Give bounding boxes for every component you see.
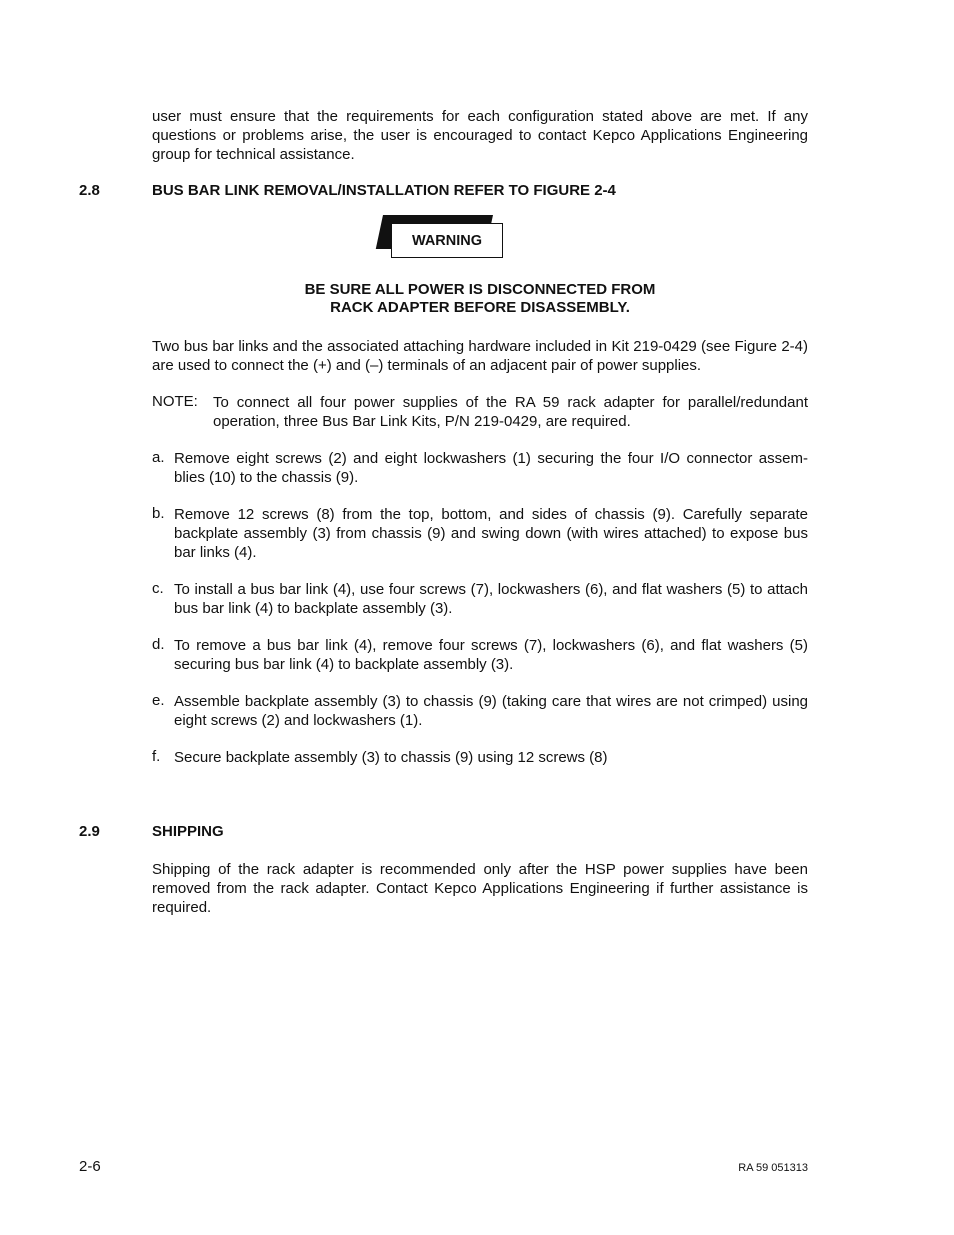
step-label: a. (152, 449, 165, 466)
warning-label: WARNING (391, 223, 503, 258)
section-title: SHIPPING (152, 823, 224, 840)
page-number: 2-6 (79, 1158, 101, 1175)
note-label: NOTE: (152, 393, 198, 410)
section-number: 2.9 (79, 823, 100, 840)
warning-message (152, 281, 808, 317)
step-text: Secure backplate assembly (3) to chassis (9) using 12 screws (8) (174, 749, 608, 766)
warning-line: RACK ADAPTER BEFORE DISASSEMBLY. (330, 299, 630, 316)
body-paragraph: Two bus bar links and the associated attaching hardware included in Kit 219-0429 (see Figure 2-4) are used to connect the (+) and (–) terminals of an adjacent pair of power supplies. (152, 338, 808, 374)
step-label: b. (152, 505, 165, 522)
step-text: Assemble backplate assembly (3) to chassis (9) (taking care that wires are not crimped) using eight screws (2) and lockwashers (1). (174, 693, 808, 729)
shipping-paragraph: Shipping of the rack adapter is recommended only after the HSP power supplies have been removed from the rack adapter. Contact Kepco Applications Engineering if further assistance is required. (152, 861, 808, 916)
step-text: To remove a bus bar link (4), remove four screws (7), lockwashers (6), and flat washers (5) securing bus bar link (4) to backplate assembly (3). (174, 637, 808, 673)
step-text: Remove eight screws (2) and eight lockwashers (1) securing the four I/O connector assem-blies (10) to the chassis (9). (174, 450, 808, 486)
step-label: d. (152, 636, 165, 653)
intro-paragraph: user must ensure that the requirements for each configuration stated above are met. If any questions or problems arise, the user is encouraged to contact Kepco Applications Engineering group for technical assistance. (152, 108, 808, 163)
step-text: To install a bus bar link (4), use four screws (7), lockwashers (6), and flat washers (5) to attach bus bar link (4) to backplate assembly (3). (174, 581, 808, 617)
note-text: To connect all four power supplies of the RA 59 rack adapter for parallel/redundant operation, three Bus Bar Link Kits, P/N 219-0429, are required. (213, 394, 808, 430)
warning-banner (383, 215, 505, 261)
section-number: 2.8 (79, 182, 100, 199)
section-title: BUS BAR LINK REMOVAL/INSTALLATION REFER TO FIGURE 2-4 (152, 182, 616, 199)
document-id: RA 59 051313 (738, 1162, 808, 1174)
step-label: e. (152, 692, 165, 709)
step-label: c. (152, 580, 164, 597)
step-text: Remove 12 screws (8) from the top, bottom, and sides of chassis (9). Carefully separate backplate assembly (3) from chassis (9) and swing down (with wires attached) to expose bus bar links (4). (174, 506, 808, 561)
warning-line: BE SURE ALL POWER IS DISCONNECTED FROM (304, 281, 656, 298)
step-label: f. (152, 748, 161, 765)
